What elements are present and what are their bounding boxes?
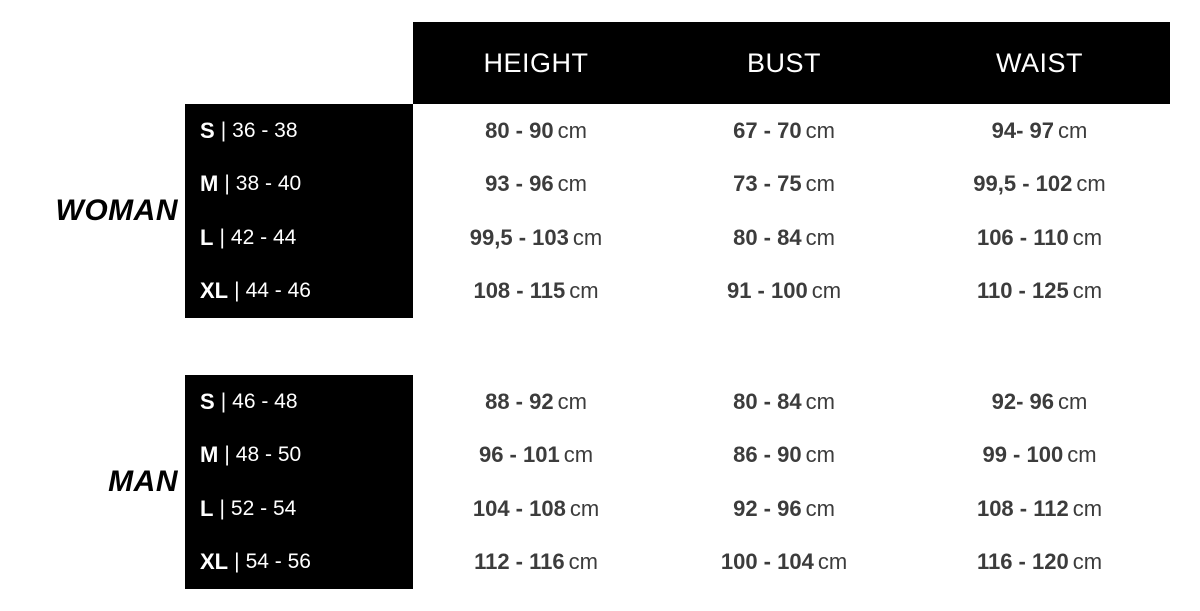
bust-value: 91 - 100 [726,278,808,304]
waist-unit: cm [1058,388,1088,414]
cell-bust [659,389,909,415]
cell-bust [659,549,909,575]
cell-size [0,442,413,468]
size-letter: L [200,495,214,521]
waist-unit: cm [1058,117,1088,143]
cell-bust [659,171,909,197]
cell-size [0,171,413,197]
waist-value: 92- 96 [991,388,1055,414]
height-value: 93 - 96 [485,171,554,197]
table-row [0,265,1200,319]
size-separator: | [219,496,225,520]
cell-bust [659,442,909,468]
table-row [0,104,1200,158]
cell-height [413,496,659,522]
bust-value: 80 - 84 [733,388,802,414]
rows-woman [0,104,1200,318]
size-letter: L [200,224,214,250]
height-value: 80 - 90 [485,117,554,143]
cell-height [413,549,659,575]
rows-man [0,375,1200,589]
size-range: 38 - 40 [235,172,302,196]
bust-unit: cm [805,442,835,468]
bust-unit: cm [805,495,835,521]
height-value: 104 - 108 [472,495,566,521]
cell-waist [909,549,1170,575]
size-range: 52 - 54 [230,496,297,520]
size-letter: M [200,171,219,197]
cell-size [0,389,413,415]
waist-value: 99 - 100 [982,442,1064,468]
bust-value: 73 - 75 [733,171,802,197]
size-separator: | [220,389,227,413]
bust-unit: cm [805,171,835,197]
waist-value: 110 - 125 [976,278,1069,304]
bust-value: 100 - 104 [720,549,814,575]
cell-height [413,389,659,415]
waist-unit: cm [1072,549,1103,575]
cell-bust [659,278,909,304]
waist-unit: cm [1072,495,1103,521]
bust-unit: cm [811,278,842,304]
size-range: 54 - 56 [245,550,311,574]
cell-height [413,225,659,251]
size-separator: | [220,118,227,142]
size-range: 44 - 46 [245,279,311,303]
size-separator: | [234,550,240,574]
table-row [0,482,1200,536]
cell-waist [909,442,1170,468]
height-unit: cm [568,549,598,575]
cell-height [413,118,659,144]
cell-waist [909,118,1170,144]
cell-waist [909,496,1170,522]
size-letter: XL [200,549,229,575]
cell-waist [909,278,1170,304]
cell-height [413,278,659,304]
bust-value: 80 - 84 [733,224,802,250]
bust-value: 67 - 70 [733,117,802,143]
group-man [0,375,1200,589]
size-separator: | [219,225,225,249]
column-header-waist: WAIST [996,47,1083,78]
table-header [413,22,1170,104]
size-separator: | [234,279,240,303]
size-separator: | [224,443,230,467]
height-unit: cm [572,224,603,250]
waist-unit: cm [1072,224,1103,250]
table-row [0,375,1200,429]
height-value: 112 - 116 [474,549,565,575]
height-value: 99,5 - 103 [469,224,569,250]
column-header-bust: BUST [746,47,821,78]
size-letter: S [200,388,215,414]
size-separator: | [224,172,230,196]
table-row [0,211,1200,265]
cell-height [413,442,659,468]
cell-height [413,171,659,197]
cell-size [0,118,413,144]
waist-value: 116 - 120 [976,549,1069,575]
waist-value: 99,5 - 102 [973,171,1073,197]
cell-bust [659,496,909,522]
height-unit: cm [563,442,594,468]
waist-unit: cm [1072,278,1103,304]
table-row [0,536,1200,590]
size-range: 48 - 50 [235,443,302,467]
height-unit: cm [569,278,599,304]
height-unit: cm [557,388,587,414]
cell-size [0,225,413,251]
height-unit: cm [557,117,587,143]
height-value: 88 - 92 [485,388,554,414]
group-woman [0,104,1200,318]
size-letter: S [200,117,215,143]
height-value: 108 - 115 [473,278,566,304]
size-range: 46 - 48 [232,389,298,413]
cell-size [0,278,413,304]
cell-size [0,496,413,522]
size-range: 42 - 44 [230,225,297,249]
waist-unit: cm [1076,171,1106,197]
bust-unit: cm [805,117,835,143]
column-header-height: HEIGHT [483,47,589,78]
height-unit: cm [557,171,587,197]
height-unit: cm [569,495,600,521]
size-letter: XL [200,278,229,304]
size-range: 36 - 38 [232,118,298,142]
height-value: 96 - 101 [478,442,560,468]
waist-value: 94- 97 [991,117,1055,143]
cell-waist [909,225,1170,251]
cell-size [0,549,413,575]
group-title-woman: WOMAN [55,194,178,227]
waist-unit: cm [1067,442,1097,468]
bust-unit: cm [805,224,835,250]
cell-bust [659,118,909,144]
cell-waist [909,389,1170,415]
bust-unit: cm [817,549,848,575]
table-row [0,429,1200,483]
bust-unit: cm [805,388,835,414]
bust-value: 86 - 90 [733,442,802,468]
table-row [0,158,1200,212]
bust-value: 92 - 96 [733,495,802,521]
waist-value: 106 - 110 [976,224,1069,250]
group-title-man: MAN [108,465,178,498]
cell-bust [659,225,909,251]
cell-waist [909,171,1170,197]
waist-value: 108 - 112 [976,495,1069,521]
size-letter: M [200,442,219,468]
